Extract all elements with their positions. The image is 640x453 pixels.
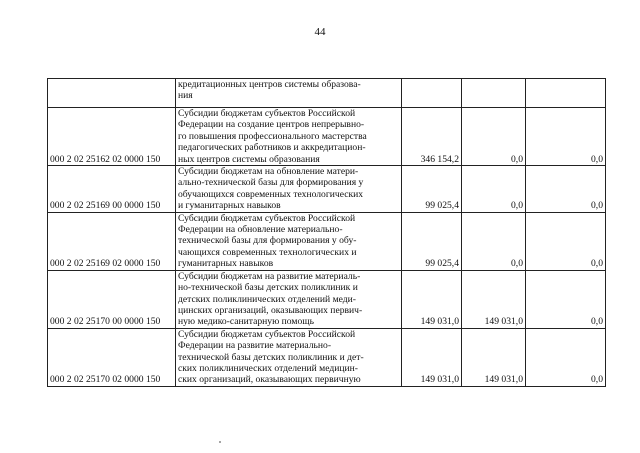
revenue-name-line: цинских организаций, оказывающих первич- [178,304,363,316]
revenue-name-line: педагогических работников и аккредитацион- [178,142,366,154]
revenue-name-line: Федерации на обновление материально- [178,224,343,236]
revenue-name-cell [176,328,402,386]
table-row [48,79,606,108]
revenue-name-cell [176,79,402,108]
revenue-name-line: технической базы для формирования у обу- [178,235,357,247]
revenue-name-line: детских поликлинических отделений меди- [178,293,356,305]
revenue-name-line: Федерации на создание центров непрерывно- [178,119,365,131]
budget-revenue-table [47,78,606,387]
amount-cell-3: 0,0 [526,270,606,328]
table-row [48,166,606,213]
revenue-name-line: Субсидии бюджетам субъектов Российской [178,108,356,119]
revenue-name-line: ских организаций, оказывающих первичную [178,374,361,386]
revenue-name-line: гуманитарных навыков [178,258,274,270]
revenue-name-cell [176,108,402,166]
amount-cell-2: 149 031,0 [462,328,526,386]
budget-code-cell: 000 2 02 25170 00 0000 150 [48,270,176,328]
amount-cell-3: 0,0 [526,108,606,166]
revenue-name-line: и гуманитарных навыков [178,200,281,212]
amount-cell-2: 0,0 [462,166,526,213]
amount-cell-2: 0,0 [462,212,526,270]
amount-cell-2 [462,79,526,108]
revenue-name-line: кредитационных центров системы образова- [178,79,361,90]
amount-cell-3: 0,0 [526,212,606,270]
budget-code-cell: 000 2 02 25169 02 0000 150 [48,212,176,270]
revenue-name-line: ния [178,90,193,102]
revenue-name-line: Субсидии бюджетам субъектов Российской [178,328,356,340]
revenue-name-cell [176,270,402,328]
revenue-name-line: ских поликлинических отделений медицин- [178,362,358,374]
amount-cell-1: 99 025,4 [402,166,462,213]
revenue-name-line: но-технической базы детских поликлиник и [178,282,358,294]
revenue-name-line: чающихся современных технологических и [178,246,357,258]
amount-cell-1: 99 025,4 [402,212,462,270]
table-row [48,270,606,328]
amount-cell-1 [402,79,462,108]
amount-cell-2: 0,0 [462,108,526,166]
revenue-name-cell [176,166,402,213]
revenue-name-line: Федерации на развитие материально- [178,340,332,352]
revenue-name-line: ных центров системы образования [178,153,320,165]
revenue-name-line: обучающихся современных технологических [178,188,364,200]
amount-cell-1: 346 154,2 [402,108,462,166]
amount-cell-3 [526,79,606,108]
amount-cell-1: 149 031,0 [402,270,462,328]
table-row [48,212,606,270]
page-number: 44 [314,26,326,38]
revenue-name-line: го повышения профессионального мастерства [178,130,367,142]
budget-code-cell: 000 2 02 25169 00 0000 150 [48,166,176,213]
revenue-name-line: ально-технической базы для формирования у [178,177,364,189]
amount-cell-1: 149 031,0 [402,328,462,386]
revenue-name-line: технической базы детских поликлиник и дет- [178,351,364,363]
revenue-name-cell [176,212,402,270]
budget-code-cell: 000 2 02 25162 02 0000 150 [48,108,176,166]
revenue-name-line: Субсидии бюджетам субъектов Российской [178,212,356,224]
revenue-name-line: Субсидии бюджетам на обновление матери- [178,166,359,178]
table-row [48,108,606,166]
budget-code-cell: 000 2 02 25170 02 0000 150 [48,328,176,386]
budget-code-cell [48,79,176,108]
amount-cell-2: 149 031,0 [462,270,526,328]
table-row [48,328,606,386]
amount-cell-3: 0,0 [526,328,606,386]
table-body [48,79,606,387]
scan-artifact-dot [219,441,221,443]
revenue-name-line: ную медико-санитарную помощь [178,316,315,328]
amount-cell-3: 0,0 [526,166,606,213]
revenue-name-line: Субсидии бюджетам на развитие материаль- [178,270,361,282]
